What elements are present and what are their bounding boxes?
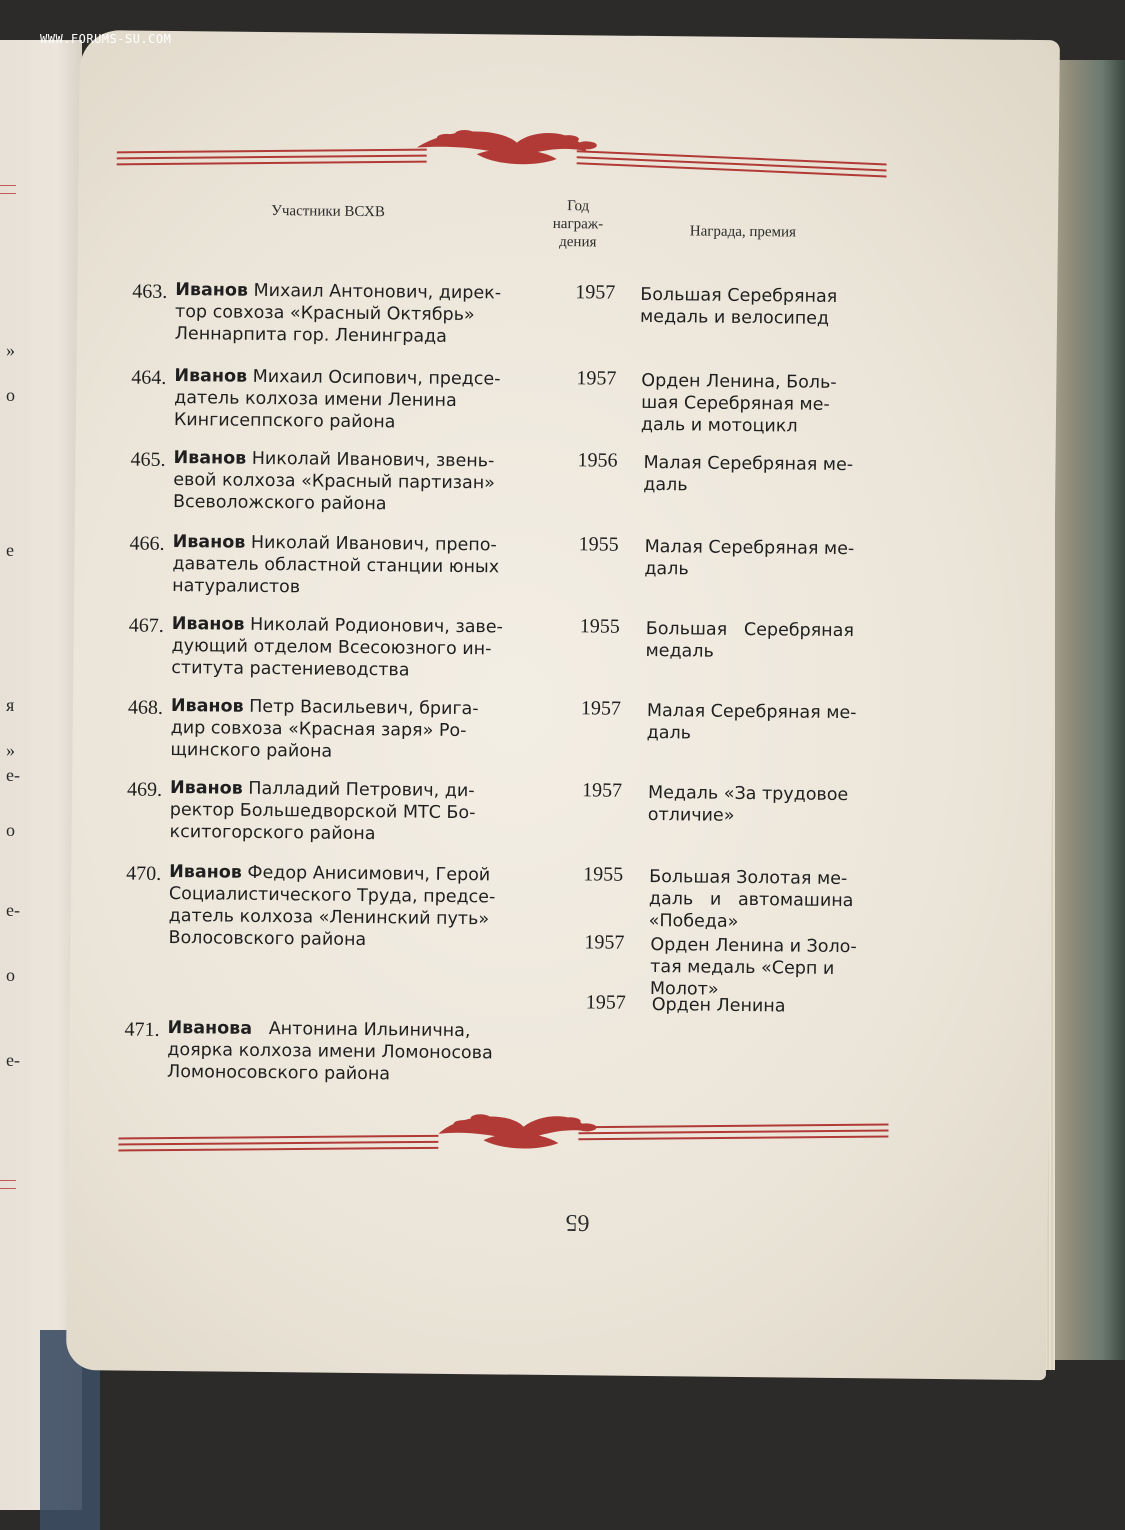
entry-surname: Иванов bbox=[170, 695, 244, 717]
entry-text-line: Антонина Ильинична, bbox=[251, 1018, 471, 1042]
entry-year: 1957 bbox=[585, 991, 626, 1014]
entry-number: 470. bbox=[126, 862, 162, 885]
entry-number: 464. bbox=[131, 366, 167, 389]
entry-surname: Иванов bbox=[175, 280, 249, 301]
entry-surname: Иванов bbox=[171, 613, 245, 635]
entry-participant bbox=[171, 613, 564, 683]
entry-award-line: Малая Серебряная ме- bbox=[644, 536, 855, 560]
entry-participant bbox=[174, 365, 567, 435]
entry-award-line: Орден Ленина и Золо- bbox=[650, 935, 857, 958]
entry-text-line: датель колхоза «Ленинский путь» bbox=[168, 905, 490, 930]
entry-text-line: Николай Иванович, звень- bbox=[246, 448, 495, 472]
entry-surname: Иванов bbox=[174, 366, 248, 387]
entry-text-line: Петр Васильевич, брига- bbox=[243, 696, 479, 720]
entry-year: 1957 bbox=[584, 931, 625, 954]
bottom-ornament bbox=[118, 1098, 889, 1166]
entry-year: 1955 bbox=[579, 615, 620, 638]
entry-award-line: Большая Серебряная bbox=[640, 284, 838, 307]
entry-award-line: даль bbox=[644, 558, 689, 580]
entry-number: 471. bbox=[124, 1018, 160, 1041]
entry-text-line: доярка колхоза имени Ломоносова bbox=[167, 1039, 493, 1064]
entry-text-line: щинского района bbox=[170, 739, 333, 762]
entry-award bbox=[644, 536, 904, 583]
entry-year: 1957 bbox=[581, 779, 623, 802]
book-page bbox=[66, 30, 1060, 1380]
entry-participant bbox=[170, 695, 563, 765]
entry-award-line: даль и мотоцикл bbox=[640, 414, 798, 437]
left-page-ornament bbox=[0, 1180, 16, 1189]
entry-text-line: дир совхоза «Красная заря» Ро- bbox=[170, 717, 467, 742]
watermark: WWW.FORUMS-SU.COM bbox=[40, 32, 172, 46]
left-page-fragment: е bbox=[6, 540, 14, 560]
entry-award bbox=[641, 370, 902, 439]
entry-surname: Иванова bbox=[167, 1017, 253, 1039]
entry-award bbox=[643, 452, 903, 499]
page-number: 65 bbox=[565, 1209, 590, 1236]
entry-text-line: датель колхоза имени Ленина bbox=[174, 388, 457, 411]
entry-year: 1956 bbox=[577, 449, 618, 472]
entry-text-line: Всеволожского района bbox=[172, 492, 387, 515]
entry-award-line: Малая Серебряная ме- bbox=[643, 452, 854, 476]
column-header-year-line: награж- bbox=[552, 215, 604, 233]
entry-year: 1957 bbox=[575, 281, 616, 304]
entry-text-line: Кингисеппского района bbox=[173, 410, 396, 433]
entry-text-line: натуралистов bbox=[172, 575, 301, 598]
entry-year: 1955 bbox=[578, 533, 619, 556]
entry-number: 465. bbox=[130, 448, 166, 471]
left-page-fragment: е- bbox=[6, 900, 20, 920]
entry-award-line: Орден Ленина bbox=[651, 995, 786, 1017]
entry-award bbox=[648, 782, 908, 829]
top-ornament bbox=[116, 120, 887, 188]
entry-participant bbox=[172, 531, 565, 601]
entry-award-line: тая медаль «Серп и bbox=[650, 957, 835, 979]
entry-text-line: Социалистического Труда, предсе- bbox=[168, 883, 496, 908]
entry-participant bbox=[168, 861, 561, 953]
entry-award bbox=[647, 700, 907, 747]
entry-text-line: Федор Анисимович, Герой bbox=[241, 862, 491, 886]
entry-text-line: Михаил Осипович, предсе- bbox=[246, 366, 501, 390]
entry-award-line: Большая Золотая ме- bbox=[649, 867, 848, 890]
entry-text-line: кситогорского района bbox=[169, 821, 376, 845]
entry-text-line: даватель областной станции юных bbox=[172, 553, 500, 578]
left-page-ornament bbox=[0, 185, 16, 194]
entry-text-line: Палладий Петрович, ди- bbox=[242, 778, 475, 802]
entry-award-line: отличие» bbox=[647, 804, 735, 826]
entry-award bbox=[650, 934, 913, 1003]
entry-text-line: Леннарпита гор. Ленинграда bbox=[174, 324, 448, 347]
entry-award bbox=[645, 618, 905, 665]
entry-year: 1957 bbox=[576, 367, 617, 390]
left-page-fragment: о bbox=[6, 385, 15, 405]
left-page-fragment: я bbox=[6, 695, 15, 715]
entry-number: 466. bbox=[129, 532, 165, 555]
entry-text-line: евой колхоза «Красный партизан» bbox=[173, 470, 496, 494]
entry-award-line: шая Серебряная ме- bbox=[641, 392, 830, 415]
entry-surname: Иванов bbox=[173, 448, 247, 469]
entry-award-line: медаль bbox=[645, 640, 714, 662]
column-header-award: Награда, премия bbox=[689, 223, 797, 241]
entry-award-line: Молот» bbox=[649, 979, 719, 1000]
entry-surname: Иванов bbox=[169, 777, 243, 799]
left-page-fragment: о bbox=[6, 965, 15, 985]
entry-award bbox=[652, 994, 914, 1019]
left-page-fragment: » bbox=[6, 340, 15, 360]
entry-text-line: Михаил Антонович, дирек- bbox=[247, 280, 502, 304]
entry-number: 468. bbox=[127, 696, 164, 719]
left-page-fragment: е- bbox=[6, 765, 20, 785]
entry-award-line: Медаль «За трудовое bbox=[647, 782, 849, 806]
entry-text-line: Ломоносовского района bbox=[166, 1061, 391, 1085]
entry-year: 1957 bbox=[580, 697, 622, 720]
entry-surname: Иванов bbox=[169, 861, 243, 883]
entry-award-line: даль bbox=[643, 474, 688, 496]
column-header-participants: Участники ВСХВ bbox=[271, 203, 386, 221]
column-header-year-line: Год bbox=[567, 198, 590, 215]
entry-participant bbox=[173, 447, 566, 517]
entry-award-line: медаль и велосипед bbox=[639, 306, 830, 329]
left-page-fragment: о bbox=[6, 820, 15, 840]
column-header-year-line: дения bbox=[559, 234, 597, 251]
entry-participant bbox=[169, 777, 562, 847]
entry-text-line: Волосовского района bbox=[168, 927, 367, 951]
entry-award-line: Большая Серебряная bbox=[645, 618, 855, 642]
entry-text-line: дующий отделом Всесоюзного ин- bbox=[171, 635, 492, 660]
entry-award-line: «Победа» bbox=[648, 911, 739, 932]
entry-text-line: ректор Большедворской МТС Бо- bbox=[169, 799, 476, 824]
entry-award-line: даль и автомашина bbox=[648, 889, 854, 912]
entry-year: 1955 bbox=[583, 863, 624, 886]
left-page-fragment: » bbox=[6, 740, 15, 760]
entry-text-line: ститута растениеводства bbox=[171, 657, 410, 681]
entry-award-line: Малая Серебряная ме- bbox=[646, 700, 857, 724]
entry-surname: Иванов bbox=[172, 531, 246, 553]
entry-award-line: даль bbox=[646, 722, 692, 744]
entry-award bbox=[640, 284, 900, 331]
left-page-fragment: е- bbox=[6, 1050, 20, 1070]
entry-number: 463. bbox=[132, 280, 168, 303]
entry-text-line: Николай Иванович, препо- bbox=[245, 532, 497, 556]
entry-text-line: тор совхоза «Красный Октябрь» bbox=[174, 302, 475, 326]
entry-participant bbox=[175, 279, 568, 349]
entry-number: 469. bbox=[126, 778, 163, 801]
entry-award-line: Орден Ленина, Боль- bbox=[641, 370, 837, 393]
entry-award bbox=[649, 866, 912, 935]
entry-number: 467. bbox=[128, 614, 164, 637]
entry-participant bbox=[167, 1017, 560, 1087]
entry-text-line: Николай Родионович, заве- bbox=[244, 614, 503, 638]
column-header-year bbox=[538, 197, 619, 252]
